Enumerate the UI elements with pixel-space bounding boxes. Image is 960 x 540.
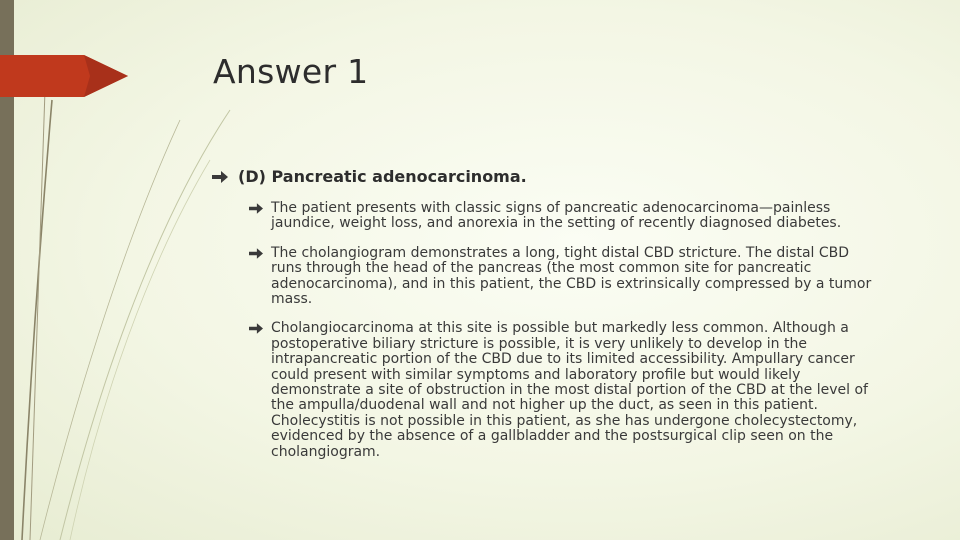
arrow-right-icon <box>249 323 263 334</box>
arrow-right-icon <box>212 171 228 183</box>
main-bullet <box>212 168 912 186</box>
sub-bullet <box>249 246 881 308</box>
slide-title: Answer 1 <box>213 52 369 91</box>
slide-content <box>212 168 912 474</box>
sub-bullet-text: The cholangiogram demonstrates a long, tight distal CBD stricture. The distal CBD runs through the head of the pancreas (the most common site for pancreatic adenocarcinoma), and in this patient, the CBD is extrinsically compressed by a tumor mass. <box>271 244 872 308</box>
arrow-right-icon <box>249 248 263 259</box>
title-accent-tab <box>0 55 128 97</box>
main-bullet-text: (D) Pancreatic adenocarcinoma. <box>238 167 527 186</box>
arrow-right-icon <box>249 203 263 214</box>
sub-bullet <box>249 201 881 232</box>
sub-bullet-text: The patient presents with classic signs of pancreatic adenocarcinoma—painless jaundice, weight loss, and anorexia in the setting of recently diagnosed diabetes. <box>271 200 842 232</box>
sub-bullet-text: Cholangiocarcinoma at this site is possible but markedly less common. Although a postoperative biliary stricture is possible, it is very unlikely to develop in the intrapancreatic portion of the CBD due to its limited accessibility. Ampullary cancer could present with similar symptoms and laboratory profile but would likely demonstrate a site of obstruction in the most distal portion of the CBD at the level of the ampulla/duodenal wall and not higher up the duct, as seen in this patient. Cholecystitis is not possible in this patient, as she has undergone cholecystectomy, evidenced by the absence of a gallbladder and the postsurgical clip seen on the cholangiogram. <box>271 320 868 460</box>
sub-bullet <box>249 321 881 460</box>
